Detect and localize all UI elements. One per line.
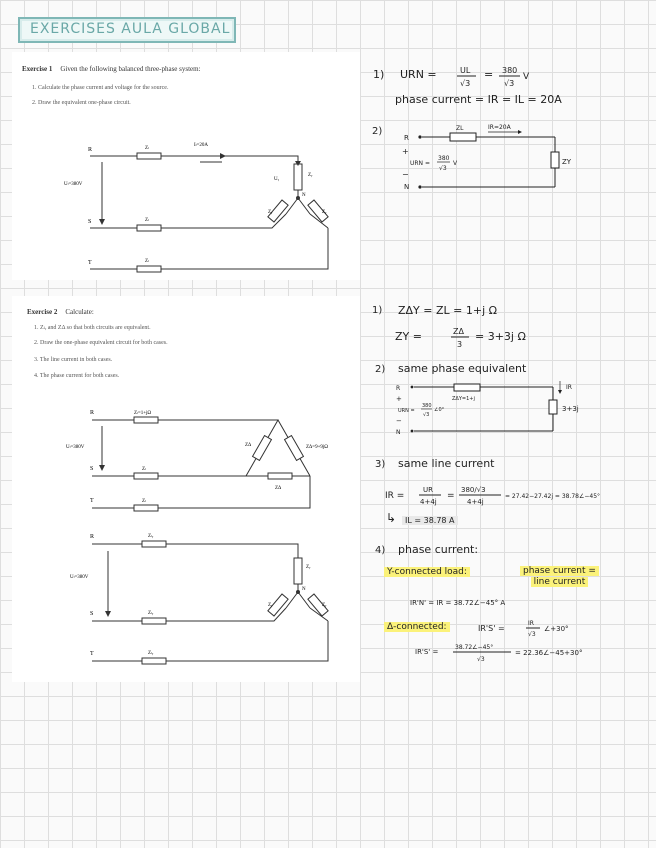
- notes2-circuit-v-den: √3: [423, 412, 430, 418]
- notes2-circuit-n: N: [396, 429, 401, 436]
- exercise2-item-3: 3. The line current in both cases.: [34, 357, 113, 363]
- ex2d-label-zl3: Zₗ: [142, 499, 146, 504]
- notes2-delta-result-den: √3: [477, 656, 485, 663]
- ex2d-label-zl: Zₗ=1+jΩ: [134, 411, 152, 416]
- exercise2-item-4: 4. The phase current for both cases.: [34, 373, 120, 379]
- notes1-value-num: 380: [502, 66, 518, 75]
- notes1-line1-text: URN =: [400, 68, 437, 81]
- notes1-circuit-v: URN =: [410, 160, 430, 167]
- ex1-label-zy2: Zᵧ: [268, 210, 273, 215]
- notes2-y-phase-current: IR'N' = IR = 38.72∠−45° A: [410, 599, 506, 607]
- notes2-part2-title: same phase equivalent: [398, 362, 527, 375]
- notes1-circuit-r: R: [404, 134, 409, 142]
- notes2-circuit-angle: ∠0°: [434, 407, 445, 413]
- exercise1-circuit: [12, 52, 360, 280]
- exercise1-item-2: 2. Draw the equivalent one-phase circuit.: [32, 100, 131, 106]
- ex1-label-z2: Zₗ: [145, 218, 149, 223]
- notes2-delta-result: [415, 640, 656, 668]
- notes2-delta-label: IR'S' =: [478, 624, 505, 633]
- notes2-delta-frac-den: √3: [528, 631, 536, 638]
- notebook-title-box: [18, 17, 236, 43]
- notes2-ir-frac2-den: 4+4j: [467, 498, 484, 506]
- ex1-label-il: Iₗ=20A: [194, 143, 208, 148]
- notes2-part4-title: phase current:: [398, 543, 479, 556]
- notes2-circuit-ir: IR: [566, 384, 572, 391]
- notes1-circuit-plus: +: [402, 147, 409, 156]
- exercise2-sheet: [12, 296, 360, 682]
- ex2d-label-r: R: [90, 410, 95, 416]
- exercise1-sheet: [12, 52, 360, 280]
- ex1-label-zy: Zᵧ: [308, 173, 313, 178]
- notes1-unit: V: [523, 72, 530, 82]
- notes2-part4-num: 4): [375, 545, 386, 556]
- notes1-circuit-zy: ZY: [562, 158, 572, 166]
- notes1-one-phase-circuit: [368, 118, 598, 198]
- ex2y-label-zly2: Zₗᵧ: [148, 611, 154, 616]
- notes2-circuit-v: URN =: [398, 408, 415, 414]
- ex2y-label-t: T: [90, 651, 94, 657]
- notes2-delta-angle: ∠+30°: [544, 625, 569, 633]
- notes1-frac-den: √3: [460, 79, 471, 88]
- notes2-circuit-zy: 3+3j: [562, 405, 579, 413]
- notes2-part2-num: 2): [375, 364, 386, 375]
- notes2-circuit-r: R: [396, 385, 401, 392]
- notes1-frac-num: UL: [460, 66, 471, 75]
- ex1-label-uy: Uᵧ: [274, 177, 279, 182]
- notes2-delta-connected-label: Δ-connected:: [384, 622, 450, 632]
- ex2y-label-ul: Uₗ=380V: [70, 575, 89, 580]
- ex2d-label-zd3: ZΔ: [275, 486, 282, 491]
- notes2-part1-line2: [395, 322, 625, 352]
- notes2-delta-result-num: 38.72∠−45°: [455, 644, 494, 651]
- ex2d-label-t: T: [90, 498, 94, 504]
- ex1-label-r: R: [88, 147, 93, 153]
- notes2-y-connected-rule: [520, 566, 599, 588]
- notes2-line-current-value: IL = 38.78 A: [402, 516, 458, 525]
- notes2-delta-result-label: IR'S' =: [415, 648, 439, 656]
- notes2-zy-num: ZΔ: [453, 327, 464, 336]
- notes1-circuit-minus: −: [402, 170, 409, 179]
- notes2-part3-num: 3): [375, 459, 386, 470]
- notes1-equals: =: [484, 68, 494, 81]
- notes2-line-current-arrow: ↳: [386, 511, 397, 525]
- ex1-label-zy3: Zᵧ: [322, 210, 327, 215]
- ex1-label-n: N: [302, 193, 306, 198]
- notes1-value-den: √3: [504, 79, 515, 88]
- ex2y-label-n: N: [302, 587, 306, 592]
- ex2d-label-zd: ZΔ: [245, 443, 252, 448]
- notes2-ir-frac1-num: UR: [423, 486, 433, 494]
- notes2-ir-eq: =: [447, 491, 455, 501]
- notes2-ir-frac1-den: 4+4j: [420, 498, 437, 506]
- notes1-circuit-n: N: [404, 183, 410, 191]
- notes2-ir-label: IR =: [385, 491, 405, 501]
- notes2-one-phase-circuit: [390, 378, 630, 438]
- notes1-circuit-v-num: 380: [438, 155, 450, 162]
- ex2y-label-zy3: Zᵧ: [322, 603, 327, 608]
- notes2-line-current-formula: [385, 480, 655, 510]
- notes2-y-connected-label: Y-connected load:: [384, 567, 470, 577]
- ex1-label-z3: Zₗ: [145, 259, 149, 264]
- ex2y-label-zy2: Zᵧ: [268, 603, 273, 608]
- exercise2-item-1: 1. Zₗᵧ and ZΔ so that both circuits are equivalent.: [34, 325, 151, 331]
- notes1-line1-num: 1): [373, 68, 385, 81]
- notes2-delta-formula: [478, 616, 598, 642]
- ex1-label-t: T: [88, 260, 92, 266]
- notes2-delta-result-value: = 22.36∠−45+30°: [515, 649, 583, 657]
- notes2-part3-title: same line current: [398, 457, 495, 470]
- ex2d-label-s: S: [90, 466, 94, 472]
- notes2-circuit-minus: −: [396, 417, 402, 425]
- notes1-circuit-ir: IR=20A: [488, 124, 511, 131]
- ex2y-label-zly3: Zₗᵧ: [148, 651, 154, 656]
- notes1-phase-current: phase current = IR = IL = 20A: [395, 93, 562, 106]
- notes2-delta-frac-num: IR: [528, 620, 534, 627]
- notes2-circuit-zl: ZΔY=1+j: [452, 396, 475, 402]
- notes2-circuit-plus: +: [396, 395, 402, 403]
- notes2-zy-den: 3: [457, 340, 463, 349]
- notes2-part1-num: 1): [372, 305, 383, 316]
- ex2y-label-zly: Zₗᵧ: [148, 534, 154, 539]
- ex2d-label-ul: Uₗ=380V: [66, 445, 85, 450]
- exercise2-delta-circuit: [12, 296, 360, 682]
- notes2-zy-label: ZY =: [395, 330, 422, 343]
- notes2-circuit-v-num: 380: [422, 403, 432, 409]
- ex2y-label-zy: Zᵧ: [306, 565, 311, 570]
- exercise1-item-1: 1. Calculate the phase current and voltage for the source.: [32, 85, 169, 91]
- notes2-ir-frac2-num: 380/√3: [461, 486, 486, 494]
- notes2-zy-result: = 3+3j Ω: [475, 330, 526, 343]
- ex1-label-s: S: [88, 219, 92, 225]
- ex1-label-z1: Zₗ: [145, 146, 149, 151]
- notes2-ir-result: = 27.42−27.42j = 38.78∠−45°: [505, 493, 601, 500]
- notes1-circuit-unit: V: [453, 160, 458, 167]
- notes1-circuit-zl: ZL: [456, 125, 464, 132]
- exercise1-heading: Exercise 1 Given the following balanced three-phase system:: [22, 65, 201, 73]
- ex2d-label-zd2: ZΔ=9+9jΩ: [306, 445, 329, 450]
- notes2-y-rule-line2: line current: [531, 577, 589, 587]
- exercise2-item-2: 2. Draw the one-phase equivalent circuit for both cases.: [34, 340, 168, 346]
- ex2d-label-zl2: Zₗ: [142, 467, 146, 472]
- notebook-title: EXERCISES AULA GLOBAL: [30, 21, 231, 37]
- notes2-y-rule-line1: phase current =: [520, 566, 599, 576]
- ex2y-label-r: R: [90, 534, 95, 540]
- exercise2-heading: Exercise 2 Calculate:: [27, 308, 94, 316]
- notes2-part1-line1: ZΔY = ZL = 1+j Ω: [398, 304, 498, 317]
- ex1-label-ul: Uₗ=380V: [64, 182, 83, 187]
- notes1-circuit-num: 2): [372, 126, 383, 137]
- ex2y-label-s: S: [90, 611, 94, 617]
- notes1-circuit-v-den: √3: [439, 165, 447, 172]
